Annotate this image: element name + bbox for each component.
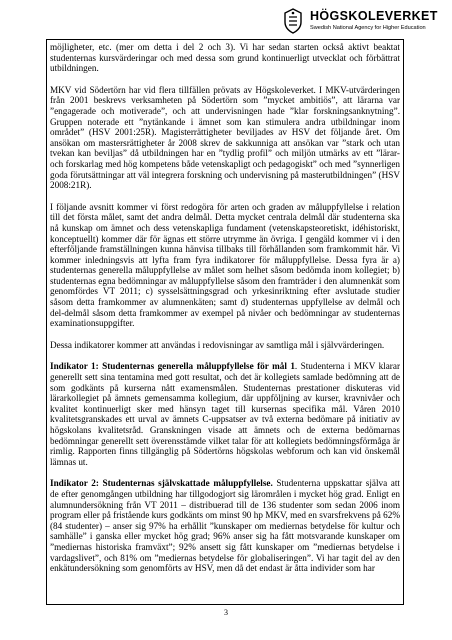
paragraph-2: MKV vid Södertörn har vid flera tillfällen prövats av Högskoleverket. I MKV-utvärderingen från 2001 beskrevs verksamheten på Södertörn som ”mycket ambitiös”, att lärarna var ”engagerade och motiverade”, och att undervisningen hade ”klar forskningsanknytning”. Gruppen noterade ett ”nytänkande i ämnet som kan stimulera andra utbildningar inom området” (HSV 2001:25R). Magisterrättigheter beviljades av HSV det följande året. Om ansökan om mastersrättigheter år 2008 skrev de sakkunniga att ansökan var ”stark och utan tvekan kan beviljas” då utbildningen har en ”tydlig profil” och miljön utmärks av ett ”lärar- och forskarlag med hög kompetens både vetenskapligt och pedagogiskt” och med ”synnerligen goda förutsättningar att väl integrera forskning och undervisning på masterutbildningen” (HSV 2008:21R).: [50, 84, 400, 191]
paragraph-4: Dessa indikatorer kommer att användas i redovisningar av samtliga mål i självvärderingen.: [50, 339, 385, 350]
logo-name: HÖGSKOLEVERKET: [310, 9, 438, 23]
indicator-2-heading: Indikator 2: Studenternas självskattade måluppfyllelse.: [50, 478, 273, 489]
paragraph-3: I följande avsnitt kommer vi först redogöra för arten och graden av måluppfyllelse i relation till det första målet, samt det andra delmål. Detta mycket centrala delmål där studenterna ska nå kunskap om ämnet och dess vetenskapliga fundament (vetenskapsteoretiskt, idéhistoriskt, konceptuellt) kommer där för ägnas ett större utrymme än övriga. I gengäld kommer vi i den efterföljande framställningen kunna hänvisa tillbaks till förhållanden som framkommit här. Vi kommer inledningsvis att lyfta fram fyra indikatorer för måluppfyllelse. Dessa fyra är a) studenternas generella måluppfyllelse av målet som helhet såsom bedömda inom kollegiet; b) studenternas egna bedömningar av måluppfyllelse såsom den framträder i den alumnenkät som genomfördes VT 2011; c) sysselsättningsgrad och yrkesinriktning efter avslutade studier såsom detta framkommer av alumnenkäten; samt d) studenternas uppfyllelse av delmål och del-delmål såsom detta framkommer av exempel på nivåer och bedömningar av studenternas examinationsuppgifter.: [50, 201, 400, 329]
page-number: 3: [224, 608, 228, 617]
paragraph-1: möjligheter, etc. (mer om detta i del 2 och 3). Vi har sedan starten också aktivt beaktat studenternas kursvärderingar och med dessa som grund kontinuerligt utvecklat och förbättrat utbildningen.: [50, 42, 400, 74]
paragraph-indicator-1: [50, 361, 400, 467]
document-frame: [46, 39, 404, 605]
indicator-1-text: . Studenterna i MKV klarar generellt sett sina tentamina med gott resultat, och det är kollegiets samlade bedömning att de som godkänts på kurserna nått examensmålen. Studenternas prestationer diskuteras vid lärarkollegiet på ämnets gemensamma kollegium, där uppföljning av kurser, kravnivåer och kvalitet kontinuerligt sker med hänsyn taget till kursernas specifika mål. Våren 2010 kvalitetsgranskades ett urval av ämnets C-uppsatser av två externa bedömare på initiativ av högskolans kvalitetsråd. Granskningen visade att ämnets och de externa bedömarnas bedömningar generellt sett överensstämde vilket talar för att kollegiets bedömningsförmåga är rimlig. Rapporten finns tillgänglig på Södertörns högskolas webforum och kan vid önskemål lämnas ut.: [50, 361, 401, 467]
logo-subtitle: Swedish National Agency for Higher Education: [310, 25, 426, 31]
indicator-2-text: Studenterna uppskattar själva att de efter genomgången utbildning har tillgodogjort sig lärområlen i mycket hög grad. Enligt en alumnundersökning från VT 2011 – distribuerad till de 136 studenter som sedan 2006 inom program eller på fristående kurs godkänts om minst 90 hp MKV, med en svarsfrekvens på 62% (84 studenter) – anser sig 97% ha erhållit ”kunskaper om mediernas betydelse för kultur och samhälle” i ganska eller mycket hög grad; 96% anser sig ha fått motsvarande kunskaper om ”mediernas historiska framväxt”; 92% ansett sig fått kunskaper om ”mediernas betydelse i vardagslivet”, och 81% om ”mediernas betydelse för globaliseringen”. Vi har tagit del av den enkätundersökning som genomförts av HSV, men då det endast är åtta individer som har: [50, 478, 400, 574]
indicator-1-heading: Indikator 1: Studenternas generella måluppfyllelse för mål 1: [50, 361, 295, 372]
agency-logo: [282, 7, 444, 37]
crest-icon: [282, 8, 304, 34]
paragraph-indicator-2: [50, 478, 400, 573]
